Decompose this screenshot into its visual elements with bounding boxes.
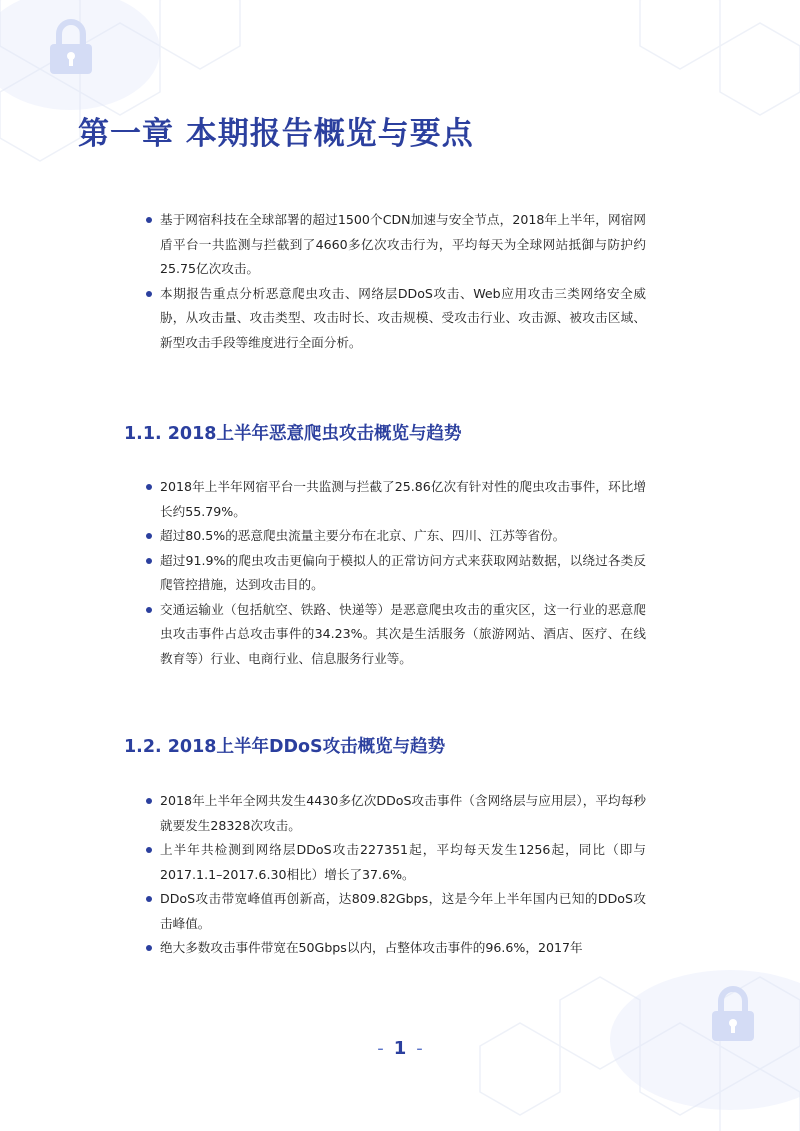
section-title-1-1: 1.1. 2018上半年恶意爬虫攻击概览与趋势 — [124, 424, 462, 444]
chapter-bullet-list — [146, 208, 646, 355]
section2-bullet-list — [146, 789, 646, 961]
section1-bullet-list — [146, 475, 646, 671]
page-number-footer — [0, 1038, 800, 1059]
list-item: 绝大多数攻击事件带宽在50Gbps以内，占整体攻击事件的96.6%，2017年 — [146, 936, 646, 961]
dash-left: - — [377, 1038, 384, 1059]
bullet-icon — [146, 945, 152, 951]
list-item: 2018年上半年全网共发生4430多亿次DDoS攻击事件（含网络层与应用层），平均每秒就要发生28328次攻击。 — [146, 789, 646, 838]
bullet-icon — [146, 847, 152, 853]
chapter-title: 第一章 本期报告概览与要点 — [78, 116, 474, 152]
page-number: 1 — [393, 1038, 407, 1059]
list-item: DDoS攻击带宽峰值再创新高，达809.82Gbps，这是今年上半年国内已知的DDoS攻击峰值。 — [146, 887, 646, 936]
bullet-icon — [146, 484, 152, 490]
bullet-icon — [146, 217, 152, 223]
list-item: 超过80.5%的恶意爬虫流量主要分布在北京、广东、四川、江苏等省份。 — [146, 524, 646, 549]
dash-right: - — [416, 1038, 423, 1059]
list-item: 交通运输业（包括航空、铁路、快递等）是恶意爬虫攻击的重灾区，这一行业的恶意爬虫攻击事件占总攻击事件的34.23%。其次是生活服务（旅游网站、酒店、医疗、在线教育等）行业、电商行业、信息服务行业等。 — [146, 598, 646, 672]
bullet-icon — [146, 533, 152, 539]
list-item: 上半年共检测到网络层DDoS攻击227351起，平均每天发生1256起，同比（即与2017.1.1–2017.6.30相比）增长了37.6%。 — [146, 838, 646, 887]
list-item: 2018年上半年网宿平台一共监测与拦截了25.86亿次有针对性的爬虫攻击事件，环比增长约55.79%。 — [146, 475, 646, 524]
bullet-icon — [146, 558, 152, 564]
bullet-icon — [146, 798, 152, 804]
list-item: 本期报告重点分析恶意爬虫攻击、网络层DDoS攻击、Web应用攻击三类网络安全威胁，从攻击量、攻击类型、攻击时长、攻击规模、受攻击行业、攻击源、被攻击区域、新型攻击手段等维度进行全面分析。 — [146, 282, 646, 356]
lock-icon-bottom-right — [710, 985, 756, 1043]
bullet-icon — [146, 896, 152, 902]
list-item: 基于网宿科技在全球部署的超过1500个CDN加速与安全节点，2018年上半年，网宿网盾平台一共监测与拦截到了4660多亿次攻击行为，平均每天为全球网站抵御与防护约25.75亿次攻击。 — [146, 208, 646, 282]
bullet-icon — [146, 607, 152, 613]
lock-icon-top-left — [48, 18, 94, 76]
list-item: 超过91.9%的爬虫攻击更偏向于模拟人的正常访问方式来获取网站数据，以绕过各类反爬管控措施，达到攻击目的。 — [146, 549, 646, 598]
bullet-icon — [146, 291, 152, 297]
section-title-1-2: 1.2. 2018上半年DDoS攻击概览与趋势 — [124, 737, 446, 757]
